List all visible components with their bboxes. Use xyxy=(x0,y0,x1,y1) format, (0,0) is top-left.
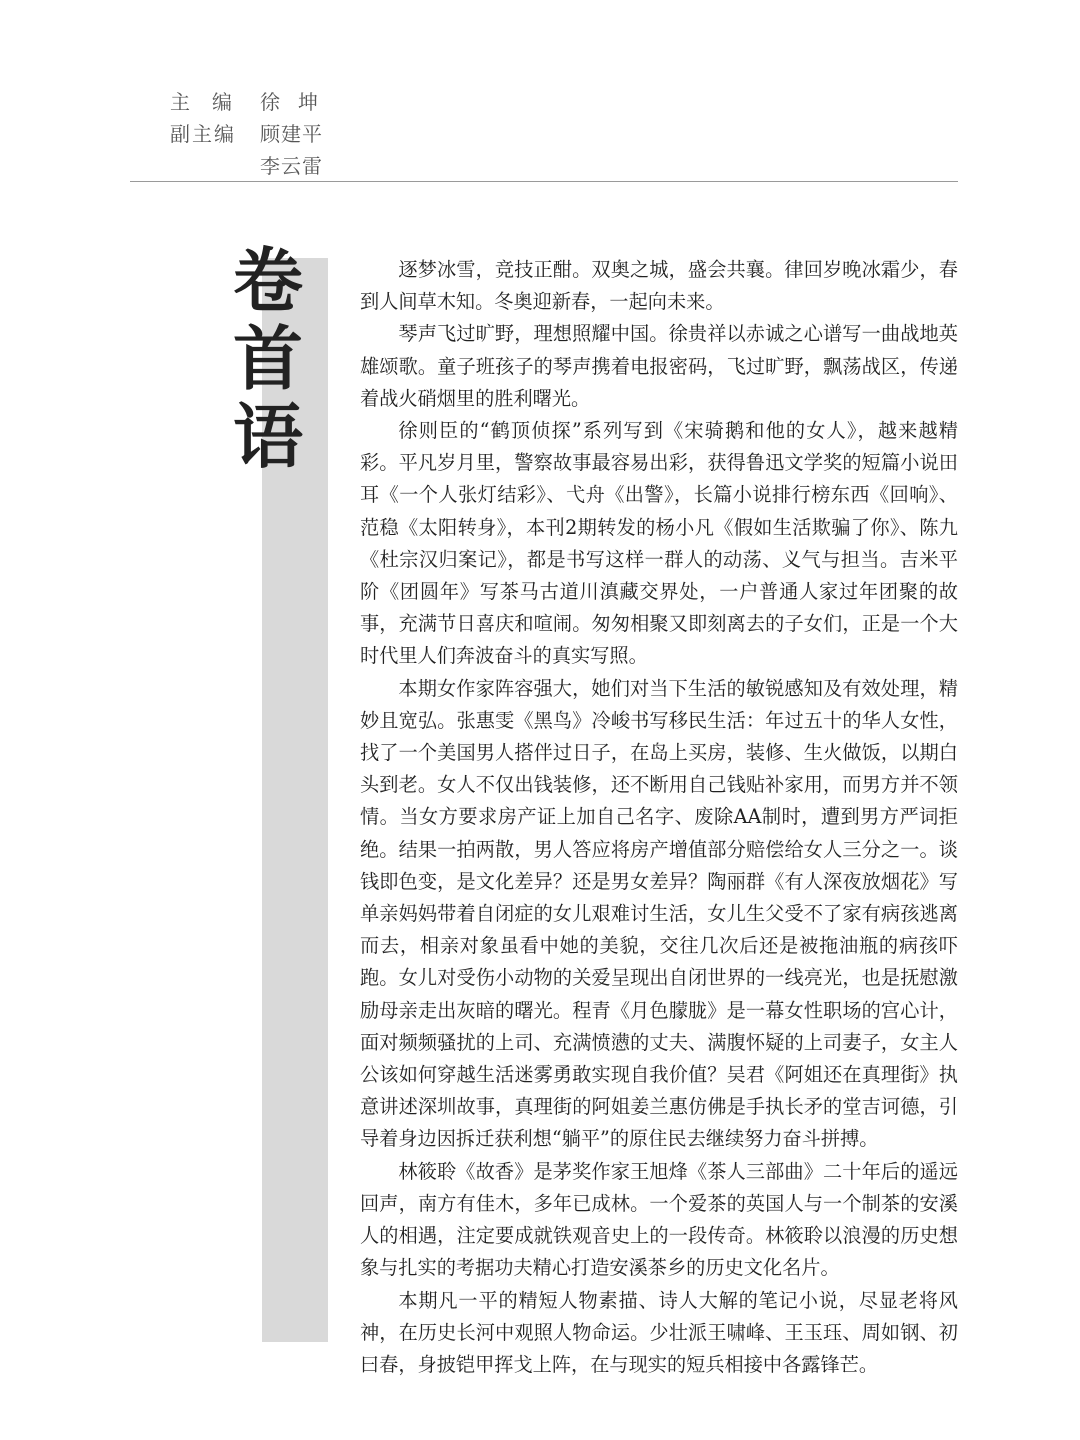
paragraph: 林筱聆《故香》是茅奖作家王旭烽《茶人三部曲》二十年后的遥远回声，南方有佳木，多年已成林。一个爱茶的英国人与一个制茶的安溪人的相遇，注定要成就铁观音史上的一段传奇。林筱聆以浪漫的历史想象与扎实的考据功夫精心打造安溪茶乡的历史文化名片。 xyxy=(360,1159,958,1280)
chief-editor-name: 徐坤 xyxy=(260,90,336,114)
paragraph: 琴声飞过旷野，理想照耀中国。徐贵祥以赤诚之心谱写一曲战地英雄颂歌。童子班孩子的琴声携着电报密码，飞过旷野，飘荡战区，传递着战火硝烟里的胜利曙光。 xyxy=(360,322,958,410)
deputy-editor-name-2: 李云雷 xyxy=(260,154,323,178)
paragraph: 徐则臣的“鹤顶侦探”系列写到《宋骑鹅和他的女人》，越来越精彩。平凡岁月里，警察故事最容易出彩，获得鲁迅文学奖的短篇小说田耳《一个人张灯结彩》、弋舟《出警》，长篇小说排行榜东西《回响》、范稳《太阳转身》，本刊2期转发的杨小凡《假如生活欺骗了你》、陈九《杜宗汉归案记》，都是书写这样一群人的动荡、义气与担当。吉米平阶《团圆年》写茶马古道川滇藏交界处，一户普通人家过年团聚的故事，充满节日喜庆和喧闹。匆匆相聚又即刻离去的子女们，正是一个大时代里人们奔波奋斗的真实写照。 xyxy=(360,419,958,668)
heading-char-1: 卷 xyxy=(233,239,303,322)
header-divider xyxy=(130,181,958,182)
heading-char-3: 语 xyxy=(233,395,303,478)
heading-char-2: 首 xyxy=(233,317,303,400)
paragraph: 本期凡一平的精短人物素描、诗人大解的笔记小说，尽显老将风神，在历史长河中观照人物命运。少壮派王啸峰、王玉珏、周如钢、初曰春，身披铠甲挥戈上阵，在与现实的短兵相接中各露锋芒。 xyxy=(360,1288,958,1376)
paragraph: 本期女作家阵容强大，她们对当下生活的敏锐感知及有效处理，精妙且宽弘。张惠雯《黑鸟》冷峻书写移民生活：年过五十的华人女性，找了一个美国男人搭伴过日子，在岛上买房，装修、生火做饭，以期白头到老。女人不仅出钱装修，还不断用自己钱贴补家用，而男方并不领情。当女方要求房产证上加自己名字、废除AA制时，遭到男方严词拒绝。结果一拍两散，男人答应将房产增值部分赔偿给女人三分之一。谈钱即色变，是文化差异？还是男女差异？陶丽群《有人深夜放烟花》写单亲妈妈带着自闭症的女儿艰难讨生活，女儿生父受不了家有病孩逃离而去，相亲对象虽看中她的美貌，交往几次后还是被拖油瓶的病孩吓跑。女儿对受伤小动物的关爱呈现出自闭世界的一线亮光，也是抚慰激励母亲走出灰暗的曙光。程青《月色朦胧》是一幕女性职场的宫心计，面对频频骚扰的上司、充满愤懑的丈夫、满腹怀疑的上司妻子，女主人公该如何穿越生活迷雾勇敢实现自我价值？吴君《阿姐还在真理街》执意讲述深圳故事，真理街的阿姐姜兰惠仿佛是手执长矛的堂吉诃德，引导着身边因拆迁获利想“躺平”的原住民去继续努力奋斗拼搏。 xyxy=(360,676,958,1151)
vertical-heading xyxy=(228,239,308,478)
chief-editor-row xyxy=(170,86,430,118)
editorial-body xyxy=(360,254,958,1381)
deputy-editor-row xyxy=(170,118,430,150)
editorial-masthead xyxy=(170,86,430,182)
deputy-editor-name-1: 顾建平 xyxy=(260,122,323,146)
deputy-editor-row-2 xyxy=(170,150,430,182)
chief-editor-role: 主编 xyxy=(170,90,254,114)
paragraph: 逐梦冰雪，竞技正酣。双奥之城，盛会共襄。律回岁晚冰霜少，春到人间草木知。冬奥迎新春，一起向未来。 xyxy=(360,258,958,314)
deputy-editor-role: 副主编 xyxy=(170,122,236,146)
